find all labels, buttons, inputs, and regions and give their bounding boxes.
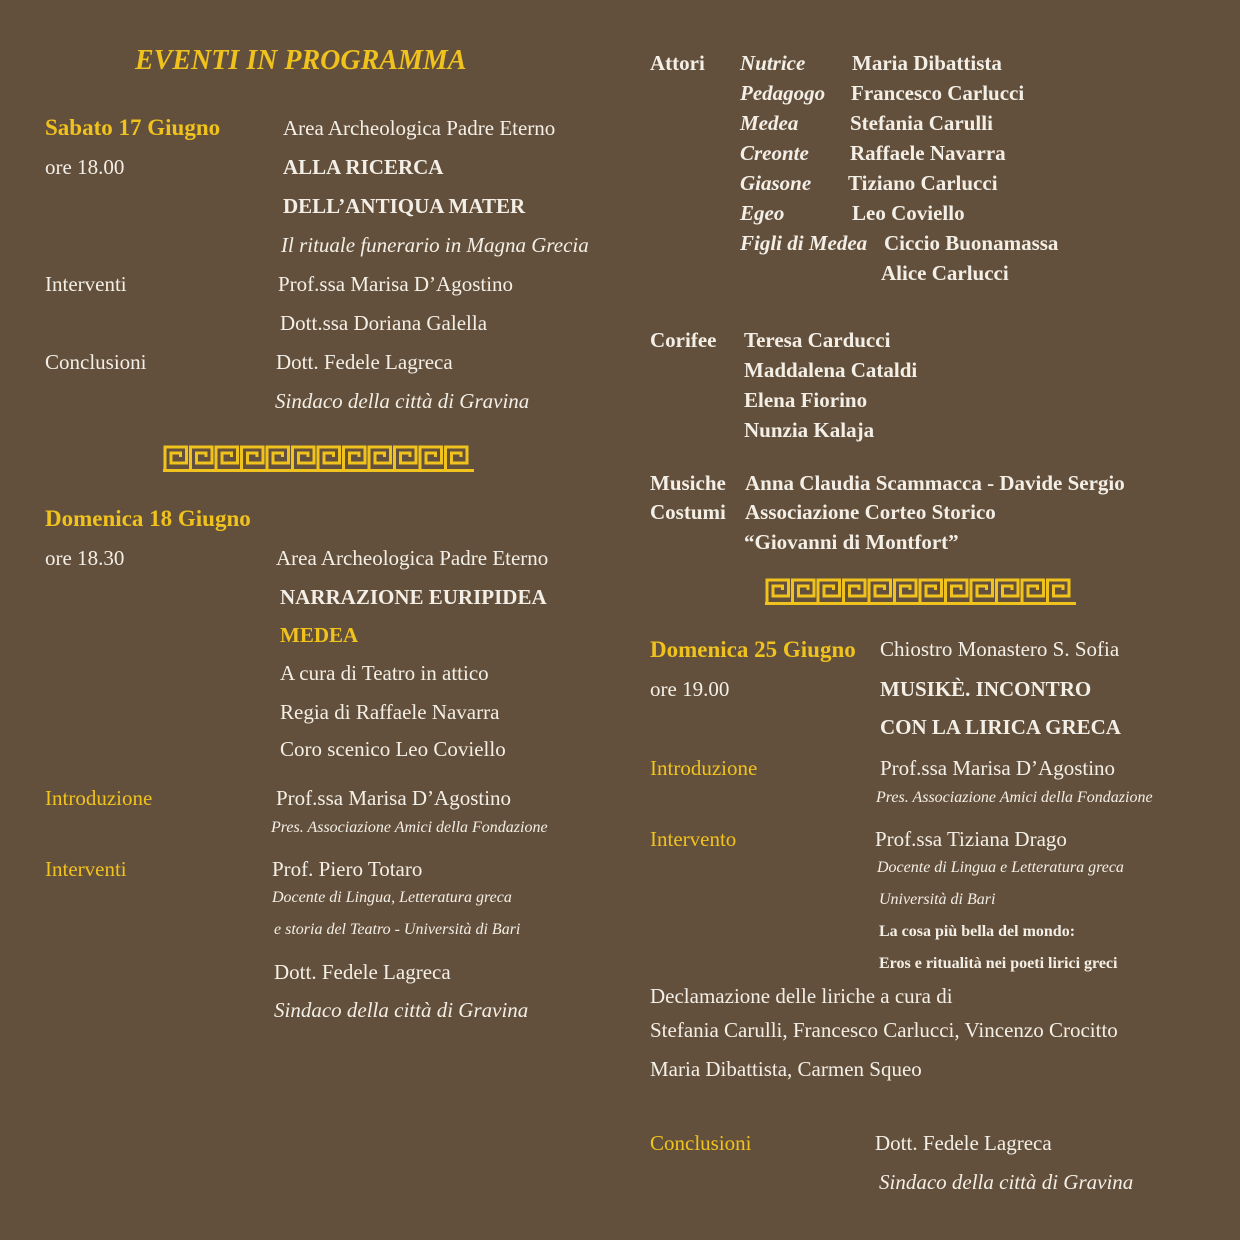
cast-actor: Tiziano Carlucci: [848, 171, 998, 195]
greek-key-unit: [446, 447, 468, 469]
musiche-names: Anna Claudia Scammacca - Davide Sergio: [745, 471, 1125, 495]
event3-intro-name: Prof.ssa Marisa D’Agostino: [880, 756, 1116, 780]
declamazione-2: Stefania Carulli, Francesco Carlucci, Vincenzo Crocitto: [650, 1018, 1118, 1042]
attori-label: Attori: [650, 51, 705, 75]
event1-conclusioni-label: Conclusioni: [45, 350, 147, 374]
event2-interventi-role-1: Docente di Lingua, Letteratura greca: [272, 889, 512, 906]
greek-key-unit: [920, 580, 942, 602]
event3-talk-2: Eros e ritualità nei poeti lirici greci: [879, 955, 1118, 972]
event1-date: Sabato 17 Giugno: [45, 115, 221, 140]
event3-time: ore 19.00: [650, 677, 730, 701]
event3-place: Chiostro Monastero S. Sofia: [880, 637, 1120, 661]
greek-key-ornament: [163, 444, 474, 472]
event1-interventi-label: Interventi: [45, 272, 127, 296]
cast-role: Nutrice: [740, 51, 806, 75]
event2-line-a: A cura di Teatro in attico: [280, 661, 489, 685]
event3-intro-role: Pres. Associazione Amici della Fondazione: [876, 789, 1153, 806]
cast-role: Medea: [740, 111, 799, 135]
event1-subtitle: Il rituale funerario in Magna Grecia: [281, 233, 589, 257]
event1-title-2: DELL’ANTIQUA MATER: [283, 194, 526, 218]
event3-intervento-role-2: Università di Bari: [879, 891, 996, 908]
event2-interventi-name-2: Dott. Fedele Lagreca: [274, 960, 451, 984]
greek-key-unit: [1022, 580, 1044, 602]
cast-actor: Raffaele Navarra: [850, 141, 1006, 165]
event2-interventi-label: Interventi: [45, 857, 127, 881]
cast-actor: Francesco Carlucci: [851, 81, 1025, 105]
cast-actor: Stefania Carulli: [850, 111, 993, 135]
declamazione-3: Maria Dibattista, Carmen Squeo: [650, 1057, 922, 1081]
event1-conclusioni-name: Dott. Fedele Lagreca: [276, 350, 453, 374]
cast-role: Giasone: [740, 171, 812, 195]
event2-intro-role: Pres. Associazione Amici della Fondazione: [271, 819, 548, 836]
greek-key-unit: [997, 580, 1019, 602]
event3-conclusioni-role: Sindaco della città di Gravina: [879, 1170, 1134, 1194]
event2-intro-label: Introduzione: [45, 786, 153, 810]
greek-key-unit: [267, 447, 289, 469]
cast-extra-actor: Alice Carlucci: [881, 261, 1009, 285]
cast-actor: Maria Dibattista: [852, 51, 1002, 75]
costumi-2: “Giovanni di Montfort”: [744, 530, 959, 554]
greek-key-unit: [869, 580, 891, 602]
greek-key-unit: [818, 580, 840, 602]
event1-title-1: ALLA RICERCA: [283, 155, 444, 179]
event2-date: Domenica 18 Giugno: [45, 506, 251, 531]
cast-actor: Ciccio Buonamassa: [884, 231, 1059, 255]
event2-line-c: Coro scenico Leo Coviello: [280, 737, 506, 761]
cast-role: Egeo: [740, 201, 785, 225]
event2-subtitle: MEDEA: [280, 623, 359, 647]
event1-interventi-2: Dott.ssa Doriana Galella: [280, 311, 488, 335]
event2-interventi-role-3: Sindaco della città di Gravina: [274, 998, 529, 1022]
event2-interventi-role-2: e storia del Teatro - Università di Bari: [274, 921, 521, 938]
greek-key-ornament: [765, 577, 1076, 605]
greek-key-unit: [318, 447, 340, 469]
greek-key-unit: [420, 447, 442, 469]
declamazione-1: Declamazione delle liriche a cura di: [650, 984, 953, 1008]
cast-role: Figli di Medea: [740, 231, 868, 255]
event3-talk-1: La cosa più bella del mondo:: [879, 923, 1076, 940]
event2-line-b: Regia di Raffaele Navarra: [280, 700, 500, 724]
event2-time: ore 18.30: [45, 546, 125, 570]
cast-role: Creonte: [740, 141, 809, 165]
event3-intervento-name: Prof.ssa Tiziana Drago: [875, 827, 1067, 851]
greek-key-unit: [293, 447, 315, 469]
greek-key-unit: [395, 447, 417, 469]
greek-key-unit: [216, 447, 238, 469]
event3-intervento-role-1: Docente di Lingua e Letteratura greca: [877, 859, 1124, 876]
event2-title: NARRAZIONE EURIPIDEA: [280, 585, 547, 609]
greek-key-unit: [844, 580, 866, 602]
event3-title-1: MUSIKÈ. INCONTRO: [880, 677, 1092, 701]
greek-key-unit: [971, 580, 993, 602]
corifea: Maddalena Cataldi: [744, 358, 918, 382]
event2-place: Area Archeologica Padre Eterno: [276, 546, 549, 570]
page-title: EVENTI IN PROGRAMMA: [135, 45, 467, 76]
costumi-1: Associazione Corteo Storico: [745, 500, 996, 524]
musiche-label: Musiche: [650, 471, 726, 495]
greek-key-unit: [369, 447, 391, 469]
greek-key-unit: [895, 580, 917, 602]
event3-intro-label: Introduzione: [650, 756, 758, 780]
event3-date: Domenica 25 Giugno: [650, 637, 856, 662]
greek-key-unit: [165, 447, 187, 469]
event3-intervento-label: Intervento: [650, 827, 737, 851]
cast-role: Pedagogo: [740, 81, 826, 105]
event3-title-2: CON LA LIRICA GRECA: [880, 715, 1121, 739]
event1-time: ore 18.00: [45, 155, 125, 179]
greek-key-unit: [793, 580, 815, 602]
greek-key-unit: [344, 447, 366, 469]
event2-interventi-name: Prof. Piero Totaro: [272, 857, 423, 881]
greek-key-unit: [242, 447, 264, 469]
corifea: Nunzia Kalaja: [744, 418, 875, 442]
corifee-label: Corifee: [650, 328, 717, 352]
corifea: Elena Fiorino: [744, 388, 868, 412]
event2-intro-name: Prof.ssa Marisa D’Agostino: [276, 786, 512, 810]
greek-key-unit: [767, 580, 789, 602]
event3-conclusioni-name: Dott. Fedele Lagreca: [875, 1131, 1052, 1155]
greek-key-unit: [191, 447, 213, 469]
event3-conclusioni-label: Conclusioni: [650, 1131, 752, 1155]
greek-key-unit: [1048, 580, 1070, 602]
greek-key-unit: [946, 580, 968, 602]
event1-conclusioni-role: Sindaco della città di Gravina: [275, 389, 530, 413]
event1-interventi-1: Prof.ssa Marisa D’Agostino: [278, 272, 514, 296]
costumi-label: Costumi: [650, 500, 726, 524]
event1-place: Area Archeologica Padre Eterno: [283, 116, 556, 140]
cast-actor: Leo Coviello: [852, 201, 965, 225]
corifea: Teresa Carducci: [744, 328, 891, 352]
